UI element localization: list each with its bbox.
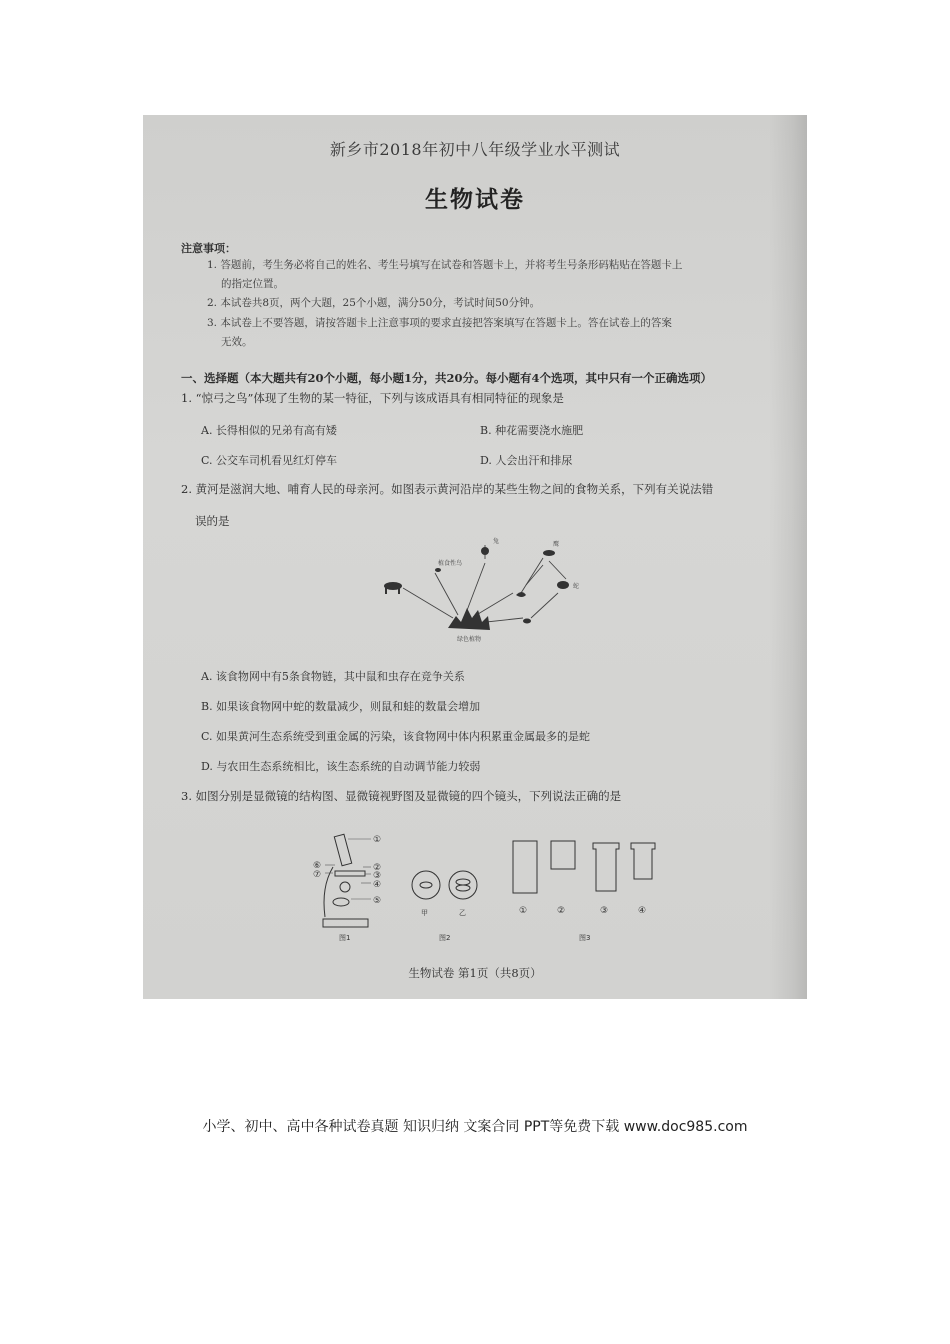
label-field-a: 甲 <box>421 909 428 917</box>
question-2-option-a: A. 该食物网中有5条食物链，其中鼠和虫存在竞争关系 <box>201 670 465 683</box>
label-num3: ③ <box>373 871 382 881</box>
microscope-drawing <box>323 834 368 927</box>
question-1-option-b: B. 种花需要浇水施肥 <box>480 424 584 437</box>
microscope-figure <box>303 827 683 945</box>
label-fig3: 图3 <box>579 934 591 942</box>
question-1-stem: 1. “惊弓之鸟”体现了生物的某一特征，下列与该成语具有相同特征的现象是 <box>181 391 564 405</box>
question-2-option-b: B. 如果该食物网中蛇的数量减少，则鼠和蛙的数量会增加 <box>201 700 481 713</box>
label-field-b: 乙 <box>459 909 466 917</box>
label-rabbit: 兔 <box>493 538 500 545</box>
label-lens-4: ④ <box>638 906 647 916</box>
food-web-figure <box>373 533 593 651</box>
label-fig1: 图1 <box>339 934 351 942</box>
download-caption: 小学、初中、高中各种试卷真题 知识归纳 文案合同 PPT等免费下载 www.doc985.com <box>202 1119 748 1135</box>
notice-line: 的指定位置。 <box>221 278 284 290</box>
notice-line: 无效。 <box>221 336 253 348</box>
notice-line: 1. 答题前，考生务必将自己的姓名、考生号填写在试卷和答题卡上，并将考生号条形码粘贴在答题卡上 <box>207 259 683 271</box>
label-lens-1: ① <box>519 906 528 916</box>
label-lens-3: ③ <box>600 906 609 916</box>
question-2-option-d: D. 与农田生态系统相比，该生态系统的自动调节能力较弱 <box>201 760 481 773</box>
page-fold-shadow <box>769 115 807 999</box>
question-3-stem: 3. 如图分别是显微镜的结构图、显微镜视野图及显微镜的四个镜头，下列说法正确的是 <box>181 789 622 803</box>
question-1-option-a: A. 长得相似的兄弟有高有矮 <box>201 424 337 437</box>
objective-lenses <box>513 841 655 893</box>
exam-title: 生物试卷 <box>425 186 525 213</box>
label-num1: ① <box>373 835 382 845</box>
label-num2: ② <box>373 863 382 873</box>
label-bird: 植食性鸟 <box>438 560 463 567</box>
label-num5: ⑤ <box>373 896 382 906</box>
question-2-stem-cont: 误的是 <box>195 514 230 528</box>
exam-photo <box>143 115 807 999</box>
question-2-stem: 2. 黄河是滋润大地、哺育人民的母亲河。如图表示黄河沿岸的某些生物之间的食物关系，下列有关说法错 <box>181 482 714 496</box>
label-num6: ⑥ <box>313 861 322 871</box>
notice-label: 注意事项： <box>181 242 236 255</box>
notice-line: 2. 本试卷共8页，两个大题，25个小题，满分50分，考试时间50分钟。 <box>207 297 541 309</box>
exam-header: 新乡市2018年初中八年级学业水平测试 <box>329 140 621 159</box>
microscope-fields <box>412 871 477 899</box>
question-1-option-c: C. 公交车司机看见红灯停车 <box>201 454 338 467</box>
question-1-option-d: D. 人会出汗和排尿 <box>480 454 573 467</box>
section-title: 一、选择题（本大题共有20个小题，每小题1分，共20分。每小题有4个选项，其中只有一个正确选项） <box>181 371 713 385</box>
label-plant: 绿色植物 <box>457 636 482 643</box>
question-2-option-c: C. 如果黄河生态系统受到重金属的污染，该食物网中体内积累重金属最多的是蛇 <box>201 730 591 743</box>
label-eagle: 鹰 <box>553 541 560 548</box>
label-snake: 蛇 <box>573 583 580 590</box>
label-lens-2: ② <box>557 906 566 916</box>
page-footer: 生物试卷 第1页（共8页） <box>408 966 542 980</box>
label-num4: ④ <box>373 880 382 890</box>
organism-silhouettes <box>384 547 569 630</box>
label-fig2: 图2 <box>439 934 451 942</box>
label-num7: ⑦ <box>313 870 322 880</box>
notice-line: 3. 本试卷上不要答题，请按答题卡上注意事项的要求直接把答案填写在答题卡上。答在试卷上的答案 <box>207 317 672 329</box>
